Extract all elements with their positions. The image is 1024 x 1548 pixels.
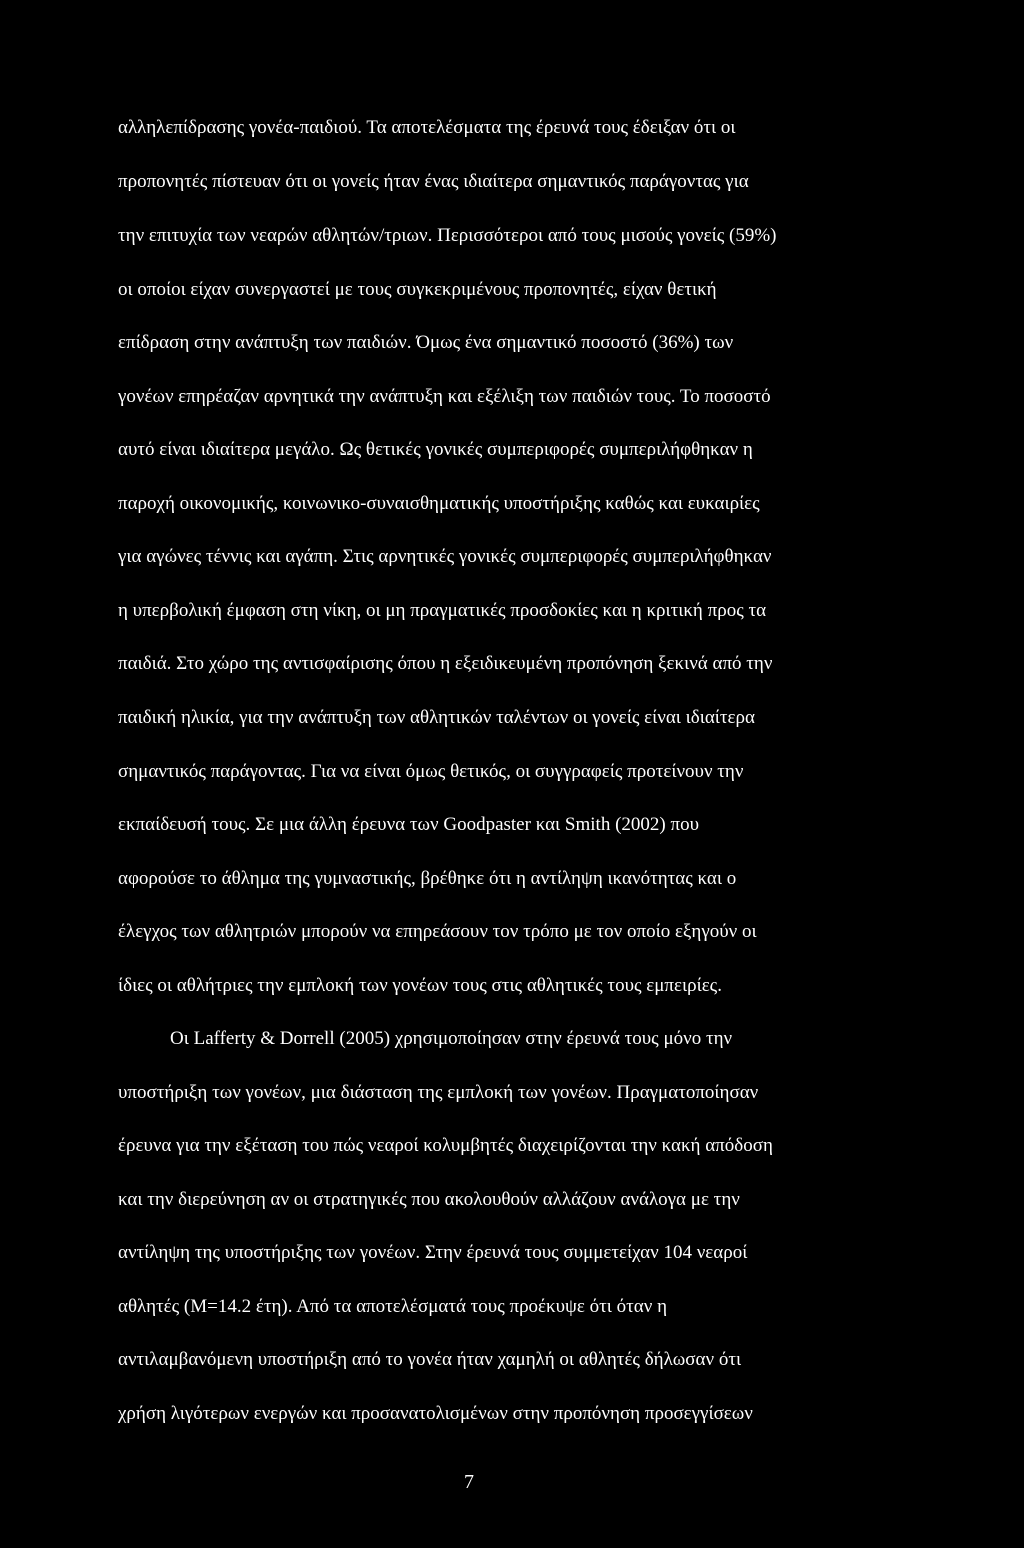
text-line: σημαντικός παράγοντας. Για να είναι όμως θετικός, οι συγγραφείς προτείνουν την: [118, 761, 744, 782]
text-line: αφορούσε το άθλημα της γυμναστικής, βρέθηκε ότι η αντίληψη ικανότητας και ο: [118, 868, 737, 889]
text-line: προπονητές πίστευαν ότι οι γονείς ήταν ένας ιδιαίτερα σημαντικός παράγοντας για: [118, 171, 749, 192]
text-line: παροχή οικονομικής, κοινωνικο-συναισθηματικής υποστήριξης καθώς και ευκαιρίες: [118, 493, 760, 514]
text-line: αλληλεπίδρασης γονέα-παιδιού. Τα αποτελέσματα της έρευνά τους έδειξαν ότι οι: [118, 117, 736, 138]
text-line: έλεγχος των αθλητριών μπορούν να επηρεάσουν τον τρόπο με τον οποίο εξηγούν οι: [118, 921, 757, 942]
text-line: οι οποίοι είχαν συνεργαστεί με τους συγκεκριμένους προπονητές, είχαν θετική: [118, 279, 717, 300]
text-line: αντιλαμβανόμενη υποστήριξη από το γονέα ήταν χαμηλή οι αθλητές δήλωσαν ότι: [118, 1349, 742, 1370]
text-line: υποστήριξη των γονέων, μια διάσταση της εμπλοκή των γονέων. Πραγματοποίησαν: [118, 1082, 759, 1103]
text-line: η υπερβολική έμφαση στη νίκη, οι μη πραγματικές προσδοκίες και η κριτική προς τα: [118, 600, 767, 621]
text-line: έρευνα για την εξέταση του πώς νεαροί κολυμβητές διαχειρίζονται την κακή απόδοση: [118, 1135, 773, 1156]
text-line: παιδική ηλικία, για την ανάπτυξη των αθλητικών ταλέντων οι γονείς είναι ιδιαίτερα: [118, 707, 755, 728]
text-line: επίδραση στην ανάπτυξη των παιδιών. Όμως ένα σημαντικό ποσοστό (36%) των: [118, 332, 734, 353]
text-line: αθλητές (M=14.2 έτη). Από τα αποτελέσματά τους προέκυψε ότι όταν η: [118, 1296, 668, 1317]
text-line: παιδιά. Στο χώρο της αντισφαίρισης όπου η εξειδικευμένη προπόνηση ξεκινά από την: [118, 653, 773, 674]
text-line: αυτό είναι ιδιαίτερα μεγάλο. Ως θετικές γονικές συμπεριφορές συμπεριλήφθηκαν η: [118, 439, 753, 460]
text-line: ίδιες οι αθλήτριες την εμπλοκή των γονέων τους στις αθλητικές τους εμπειρίες.: [118, 975, 722, 996]
text-line: και την διερεύνηση αν οι στρατηγικές που ακολουθούν αλλάζουν ανάλογα με την: [118, 1189, 740, 1210]
text-line: χρήση λιγότερων ενεργών και προσανατολισμένων στην προπόνηση προσεγγίσεων: [118, 1403, 753, 1424]
page-number: 7: [464, 1471, 474, 1493]
text-line: για αγώνες τέννις και αγάπη. Στις αρνητικές γονικές συμπεριφορές συμπεριλήφθηκαν: [118, 546, 772, 567]
text-line: την επιτυχία των νεαρών αθλητών/τριων. Περισσότεροι από τους μισούς γονείς (59%): [118, 225, 777, 246]
text-line: Οι Lafferty & Dorrell (2005) χρησιμοποίησαν στην έρευνά τους μόνο την: [170, 1028, 733, 1049]
text-line: αντίληψη της υποστήριξης των γονέων. Στην έρευνά τους συμμετείχαν 104 νεαροί: [118, 1242, 748, 1263]
text-line: γονέων επηρέαζαν αρνητικά την ανάπτυξη και εξέλιξη των παιδιών τους. Το ποσοστό: [118, 386, 771, 407]
text-line: εκπαίδευσή τους. Σε μια άλλη έρευνα των Goodpaster και Smith (2002) που: [118, 814, 699, 835]
